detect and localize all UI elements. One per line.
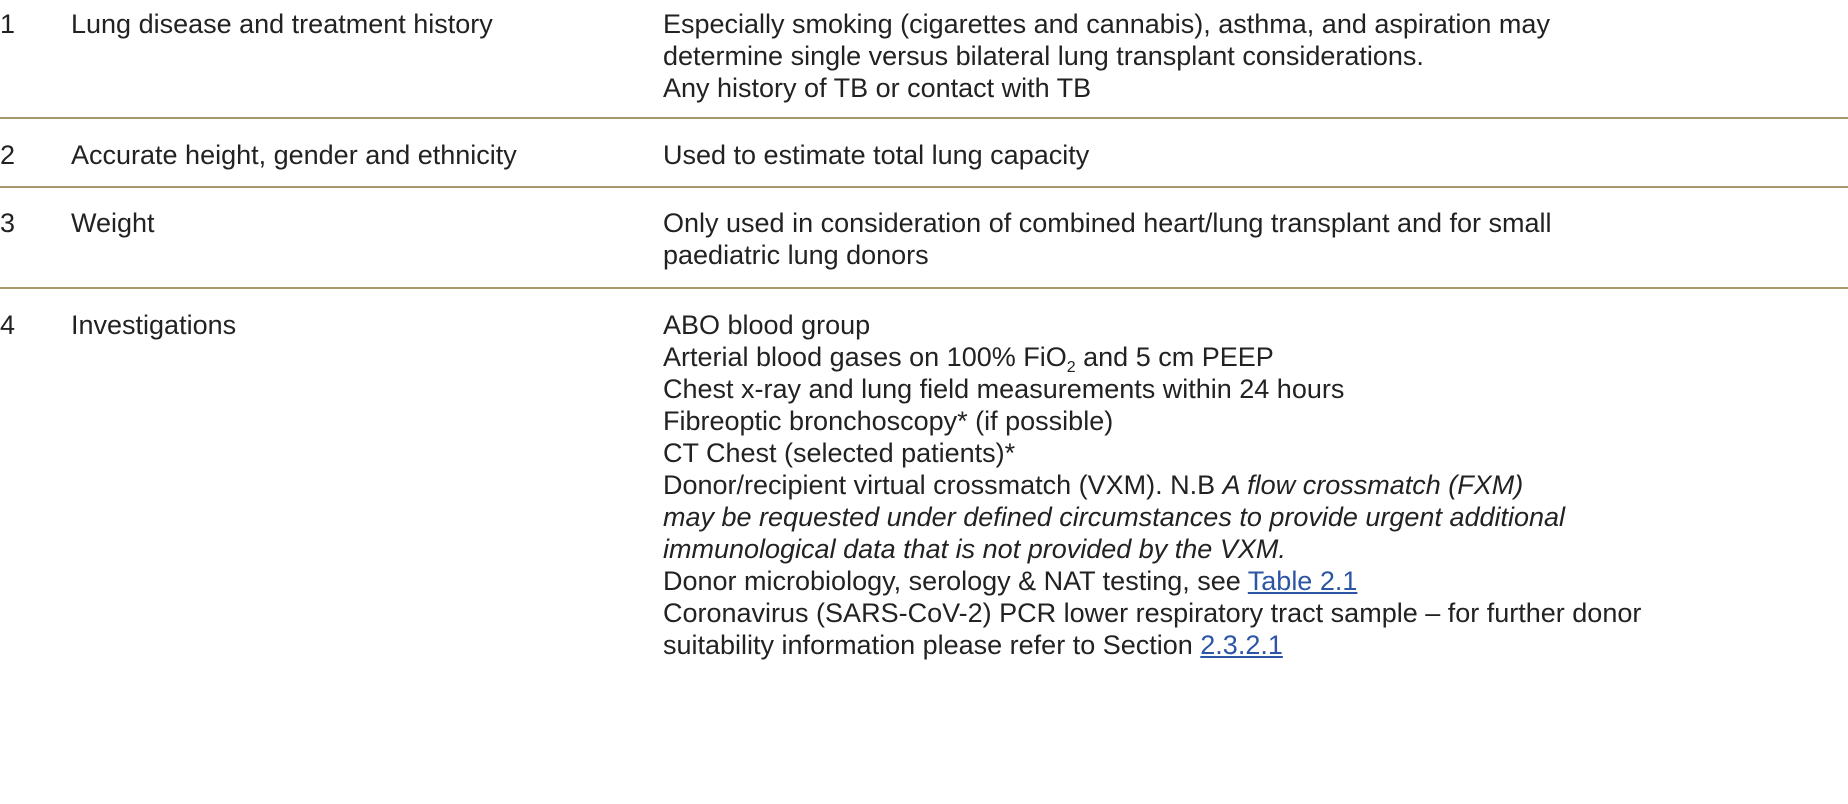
section-2-3-2-1-link[interactable]: 2.3.2.1 <box>1200 630 1283 660</box>
row-detail <box>663 8 1848 104</box>
detail-line <box>663 629 1838 661</box>
detail-line: CT Chest (selected patients)* <box>663 438 1016 468</box>
row-detail <box>663 207 1848 271</box>
row-number: 2 <box>0 140 16 170</box>
row-label: Investigations <box>71 310 237 340</box>
detail-line: Any history of TB or contact with TB <box>663 73 1092 103</box>
detail-line: Chest x-ray and lung field measurements within 24 hours <box>663 374 1345 404</box>
row-number: 1 <box>0 9 16 39</box>
detail-line <box>663 341 1838 376</box>
table-row-2 <box>0 119 1848 188</box>
table-row-3 <box>0 188 1848 289</box>
abg-text-suffix: and 5 cm PEEP <box>1075 342 1274 372</box>
detail-line <box>663 469 1838 501</box>
vxm-text: Donor/recipient virtual crossmatch (VXM). N.B <box>663 470 1223 500</box>
abg-text: Arterial blood gases on 100% FiO <box>663 342 1067 372</box>
subscript-2: 2 <box>1066 359 1076 376</box>
detail-line: ABO blood group <box>663 310 871 340</box>
row-label: Lung disease and treatment history <box>71 9 493 39</box>
row-number: 3 <box>0 208 16 238</box>
detail-line: Only used in consideration of combined heart/lung transplant and for small <box>663 208 1552 238</box>
row-label: Weight <box>71 208 155 238</box>
row-label: Accurate height, gender and ethnicity <box>71 140 517 170</box>
detail-line <box>663 565 1838 597</box>
vxm-note: A flow crossmatch (FXM) <box>1222 470 1524 500</box>
row-detail <box>663 309 1848 661</box>
vxm-note-line: immunological data that is not provided by the VXM. <box>663 534 1286 564</box>
table-row-4 <box>0 289 1848 661</box>
row-detail <box>663 139 1848 171</box>
detail-line: Fibreoptic bronchoscopy* (if possible) <box>663 406 1114 436</box>
detail-line: Coronavirus (SARS-CoV-2) PCR lower respiratory tract sample – for further donor <box>663 598 1642 628</box>
detail-line: paediatric lung donors <box>663 240 929 270</box>
vxm-note-line: may be requested under defined circumstances to provide urgent additional <box>663 502 1566 532</box>
detail-line: determine single versus bilateral lung transplant considerations. <box>663 41 1424 71</box>
covid-text: suitability information please refer to Section <box>663 630 1201 660</box>
row-number: 4 <box>0 310 16 340</box>
table-row-1 <box>0 0 1848 119</box>
table-2-1-link[interactable]: Table 2.1 <box>1247 566 1358 596</box>
micro-text: Donor microbiology, serology & NAT testing, see <box>663 566 1248 596</box>
detail-line: Used to estimate total lung capacity <box>663 140 1090 170</box>
detail-line: Especially smoking (cigarettes and cannabis), asthma, and aspiration may <box>663 9 1550 39</box>
